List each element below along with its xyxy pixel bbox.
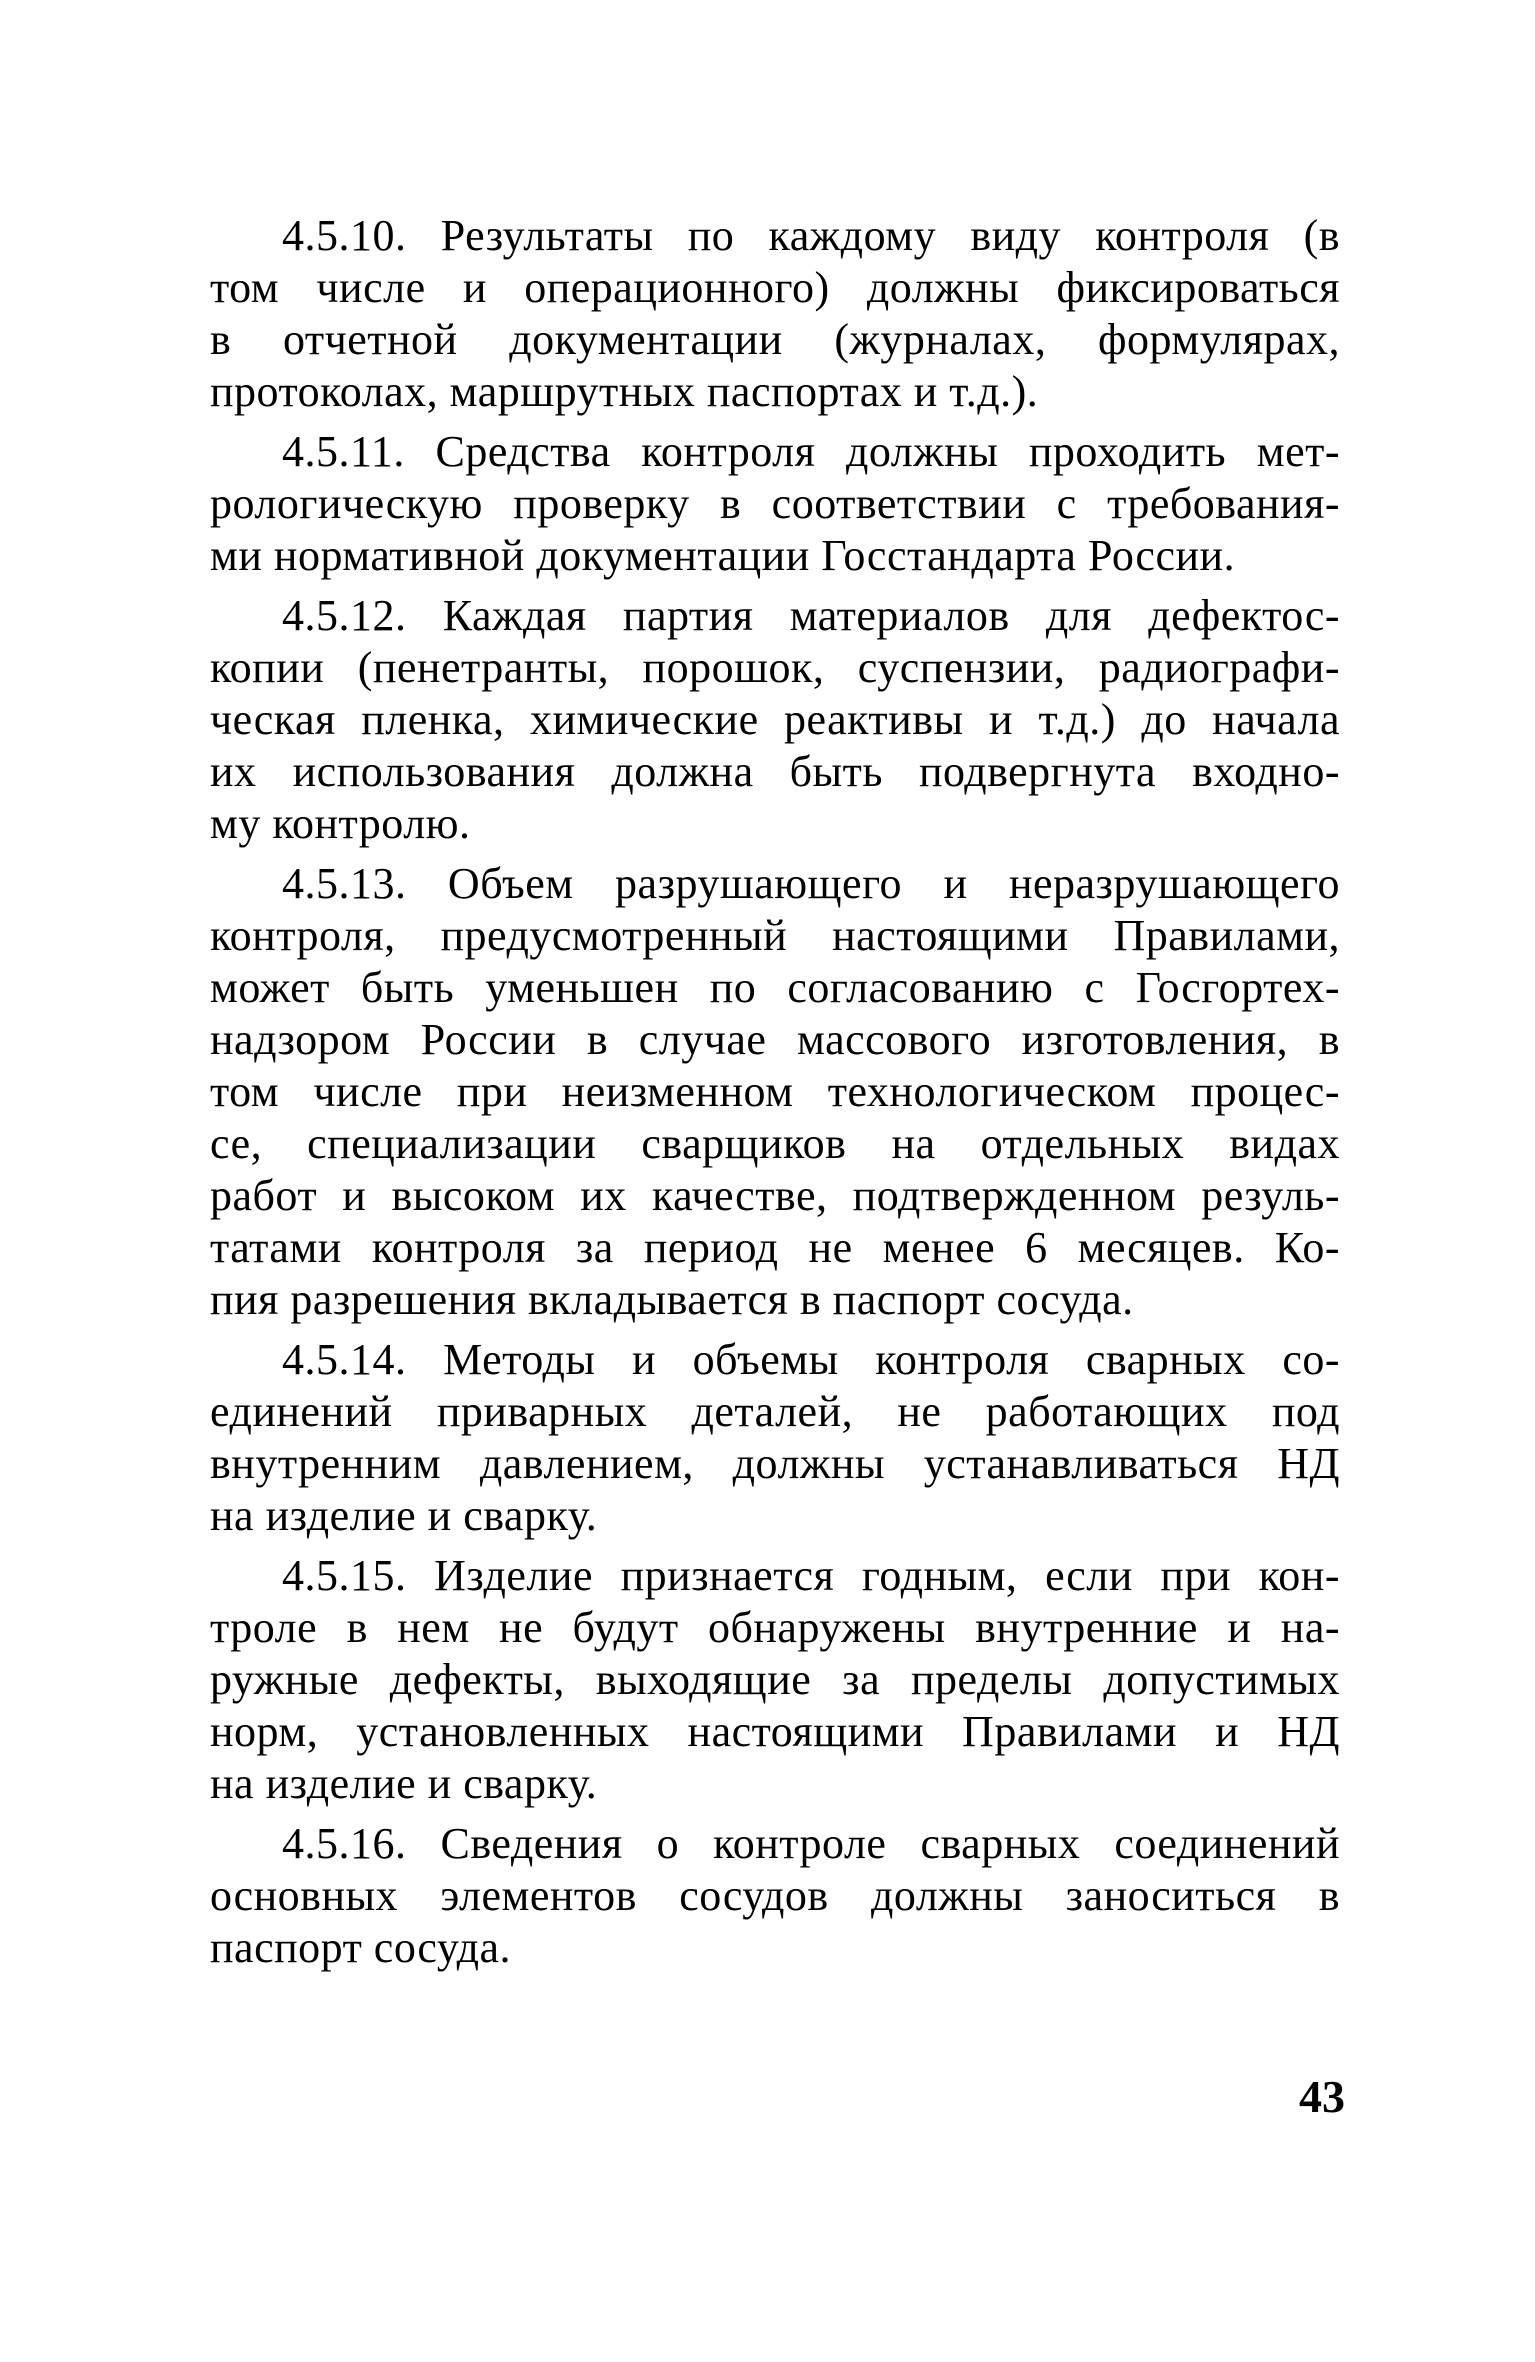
text-line: ческая пленка, химические реактивы и т.д.) до начала: [210, 695, 1340, 744]
text-line: протоколах, маршрутных паспортах и т.д.).: [210, 367, 1039, 416]
paragraph: [210, 858, 1340, 1326]
text-line: работ и высоком их качестве, подтвержденном резуль-: [210, 1171, 1340, 1220]
text-line: рологическую проверку в соответствии с требования-: [210, 479, 1340, 528]
text-line: единений приварных деталей, не работающих под: [210, 1387, 1340, 1436]
text-line: на изделие и сварку.: [210, 1759, 598, 1808]
text-line: ружные дефекты, выходящие за пределы допустимых: [210, 1655, 1340, 1704]
paragraph: [210, 1550, 1340, 1810]
text-line: му контролю.: [210, 799, 471, 848]
paragraph: [210, 1334, 1340, 1542]
text-line: может быть уменьшен по согласованию с Госгортех-: [210, 963, 1340, 1012]
text-line: основных элементов сосудов должны заноситься в: [210, 1871, 1340, 1920]
text-line: 4.5.15. Изделие признается годным, если при кон-: [282, 1551, 1340, 1600]
paragraph: [210, 210, 1340, 418]
text-line: копии (пенетранты, порошок, суспензии, радиографи-: [210, 643, 1340, 692]
text-line: 4.5.10. Результаты по каждому виду контроля (в: [282, 211, 1340, 260]
paragraph: [210, 426, 1340, 582]
text-line: том числе при неизменном технологическом процес-: [210, 1067, 1340, 1116]
text-line: троле в нем не будут обнаружены внутренние и на-: [210, 1603, 1340, 1652]
text-line: 4.5.14. Методы и объемы контроля сварных со-: [282, 1335, 1340, 1384]
text-line: надзором России в случае массового изготовления, в: [210, 1015, 1340, 1064]
text-line: ми нормативной документации Госстандарта России.: [210, 531, 1236, 580]
text-line: на изделие и сварку.: [210, 1491, 598, 1540]
text-line: 4.5.13. Объем разрушающего и неразрушающего: [282, 859, 1340, 908]
text-line: их использования должна быть подвергнута входно-: [210, 747, 1340, 796]
paragraph: [210, 1818, 1340, 1974]
text-line: том числе и операционного) должны фиксироваться: [210, 263, 1340, 312]
paragraph: [210, 590, 1340, 850]
text-line: 4.5.12. Каждая партия материалов для дефектос-: [282, 591, 1340, 640]
text-line: паспорт сосуда.: [210, 1923, 512, 1972]
page-number: 43: [1299, 2071, 1345, 2122]
text-line: пия разрешения вкладывается в паспорт сосуда.: [210, 1275, 1134, 1324]
text-line: 4.5.11. Средства контроля должны проходить мет-: [282, 427, 1340, 476]
text-line: татами контроля за период не менее 6 месяцев. Ко-: [210, 1223, 1340, 1272]
body-text: [210, 210, 1340, 1982]
text-line: норм, установленных настоящими Правилами и НД: [210, 1707, 1340, 1756]
text-line: контроля, предусмотренный настоящими Правилами,: [210, 911, 1340, 960]
text-line: внутренним давлением, должны устанавливаться НД: [210, 1439, 1340, 1488]
text-line: се, специализации сварщиков на отдельных видах: [210, 1119, 1340, 1168]
text-line: в отчетной документации (журналах, формулярах,: [210, 315, 1340, 364]
text-line: 4.5.16. Сведения о контроле сварных соединений: [282, 1819, 1340, 1868]
